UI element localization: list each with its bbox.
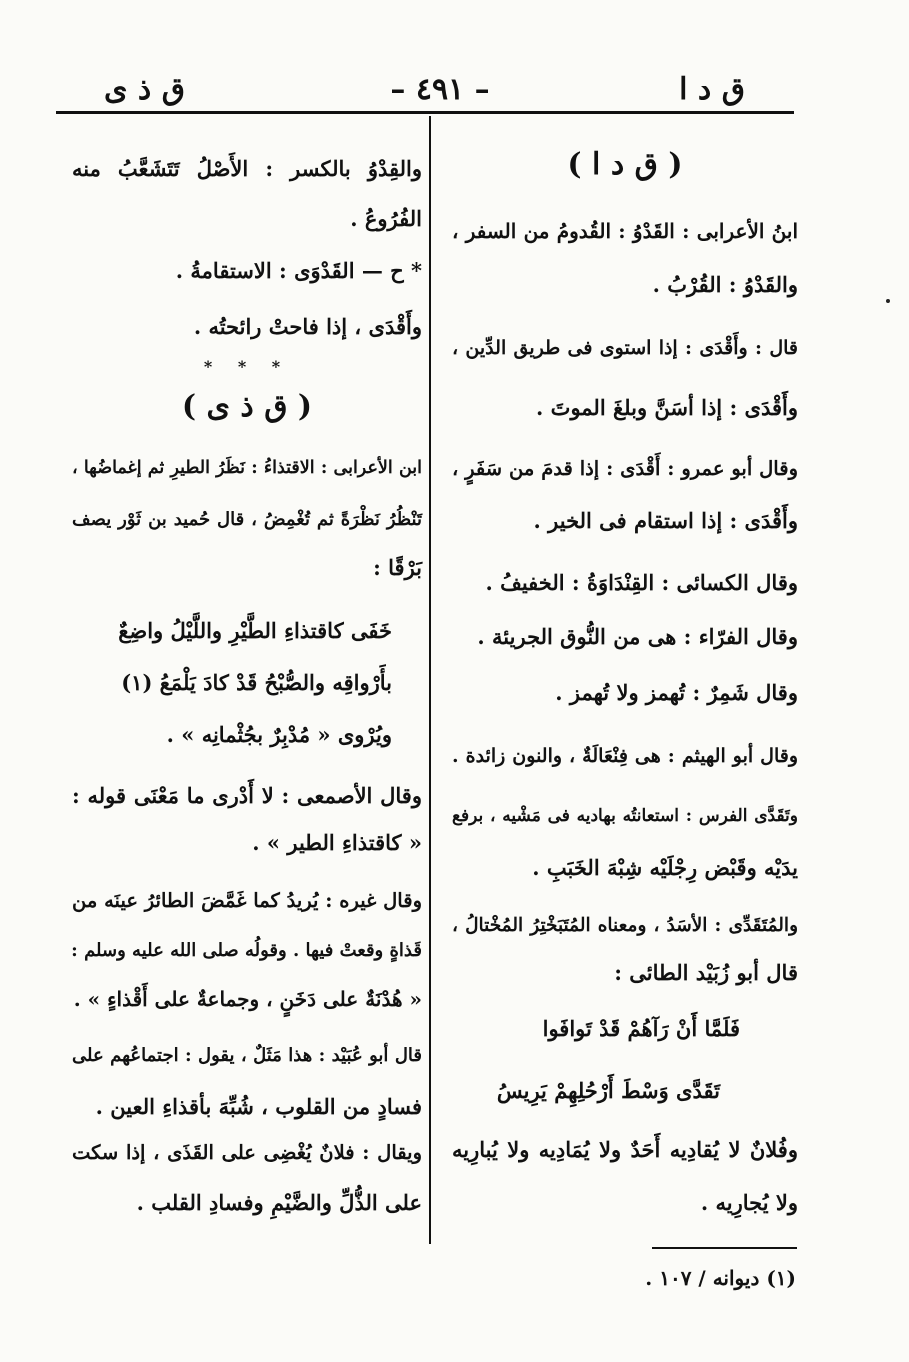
entry-line: وقال الفرّاء : هى من النُّوق الجريئة . (477, 624, 798, 649)
entry-line: * ح — القَدْوَى : الاستقامةُ . (175, 258, 422, 283)
entry-line: يدَيْه وقَبْض رِجْلَيْه شِبْهَ الخَبَبِ . (532, 855, 798, 880)
footnote-rule (652, 1247, 797, 1249)
entry-line: ابن الأعرابى : الاقتذاءُ : نَظَرُ الطيرِ ثم إغماضُها ، (72, 458, 422, 478)
header-rule (56, 111, 794, 114)
entry-line: ويقال : فلانٌ يُغْضِى على القَذَى ، إذا سكت (72, 1141, 422, 1164)
section-separator: * * * (203, 357, 291, 376)
entry-line: وقال الأصمعى : لا أَدْرى ما مَعْنَى قوله : (72, 783, 422, 808)
entry-line: ابنُ الأعرابى : القَدْوُ : القُدومُ من السفر ، (452, 219, 798, 243)
entry-line: وقال أبو الهيثم : هى فِنْعَالَةٌ ، والنون زائدة . (452, 745, 798, 767)
entry-line: ويُرْوى « مُدْبِرٌ بجُثْمانِه » . (166, 722, 392, 747)
entry-line: والقَدْوُ : القُرْبُ . (652, 272, 798, 297)
entry-line: « كاقتذاءِ الطير » . (252, 830, 422, 855)
verse-line: فَلَمَّا أَنْ رَآهُمْ قَدْ تَوافَوا (542, 1016, 740, 1041)
entry-line: وفُلانٌ لا يُقادِيه أَحَدٌ ولا يُمَادِيه ولا يُبارِيه (452, 1137, 798, 1162)
entry-line: قَذاةٍ وقعتْ فيها . وقولُه صلى الله عليه وسلم : (71, 940, 422, 961)
entry-line: وأَقْدَى : إذا أسَنَّ وبلغَ الموتَ . (536, 395, 798, 420)
entry-line: وقال الكسائى : القِنْدَاوَةُ : الخفيفُ . (485, 570, 798, 595)
entry-line: قال أبو عُبَيْد : هذا مَثَلٌ ، يقول : اجتماعُهم على (72, 1045, 422, 1066)
entry-line: وقال أبو عمرو : أَقْدَى : إذا قدمَ من سَفَرٍ ، (452, 457, 798, 480)
verse-line: خَفَى كاقتذاءِ الطَّيْرِ واللَّيْلُ واضِعٌ (118, 618, 392, 643)
entry-line: بَرْقًا : (373, 555, 422, 580)
entry-line: وتَقَدَّى الفرس : استعانتُه بهاديه فى مَشْيه ، برفع (452, 806, 798, 826)
entry-line: وقال غيره : يُريدُ كما غَمَّضَ الطائرُ عينَه من (72, 889, 422, 912)
entry-line: على الذُّلِّ والضَّيْمِ وفسادِ القلب . (136, 1190, 422, 1215)
page-number: – ٤٩١ – (390, 72, 490, 107)
verse-line: تَقَدَّى وَسْطَ أَرْحُلِهِمْ يَرِيسُ (496, 1078, 720, 1103)
entry-line: وأَقْدَى : إذا استقام فى الخير . (533, 508, 798, 533)
section-heading: ( ق ذ ى ) (181, 389, 313, 424)
header-root-left: ق ذ ى (104, 72, 186, 107)
entry-line: والمُتَقَدِّى : الأسَدُ ، ومعناه المُتَبَخْتِرُ المُخْتالُ ، (452, 915, 798, 936)
section-heading: ( ق د ا ) (567, 147, 683, 182)
header-root-right: ق د ا (679, 72, 745, 107)
entry-line: « هُدْنَةٌ على دَخَنٍ ، وجماعةٌ على أَقْذاءٍ » . (73, 987, 422, 1011)
footnote: (١) ديوانه / ١٠٧ . (645, 1266, 796, 1290)
column-divider (429, 116, 431, 1244)
entry-line: قال أبو زُبَيْد الطائى : (614, 960, 798, 985)
entry-line: وأَقْدَى ، إذا فاحتْ رائحتُه . (193, 314, 422, 339)
entry-line: الفُرُوعُ . (350, 206, 422, 231)
margin-mark (886, 299, 890, 303)
entry-line: فسادٍ من القلوب ، شُبِّهَ بأقذاءِ العين . (95, 1094, 422, 1119)
entry-line: ولا يُجارِيه . (700, 1190, 798, 1215)
verse-line: بأَرْواقِه والصُّبْحُ قَدْ كادَ يَلْمَعُ (١) (121, 670, 392, 695)
entry-line: والقِدْوُ بالكسر : الأَصْلُ تَتَشَعَّبُ منه (72, 156, 422, 181)
entry-line: تَنْظُرُ نَظْرَةً ثم تُغْمِضُ ، قال حُميد بن ثَوْر يصف (72, 509, 422, 530)
entry-line: قال : وأَقْدَى : إذا استوى فى طريق الدِّين ، (452, 337, 798, 359)
entry-line: وقال شَمِرٌ : تُهمز ولا تُهمز . (555, 680, 798, 705)
